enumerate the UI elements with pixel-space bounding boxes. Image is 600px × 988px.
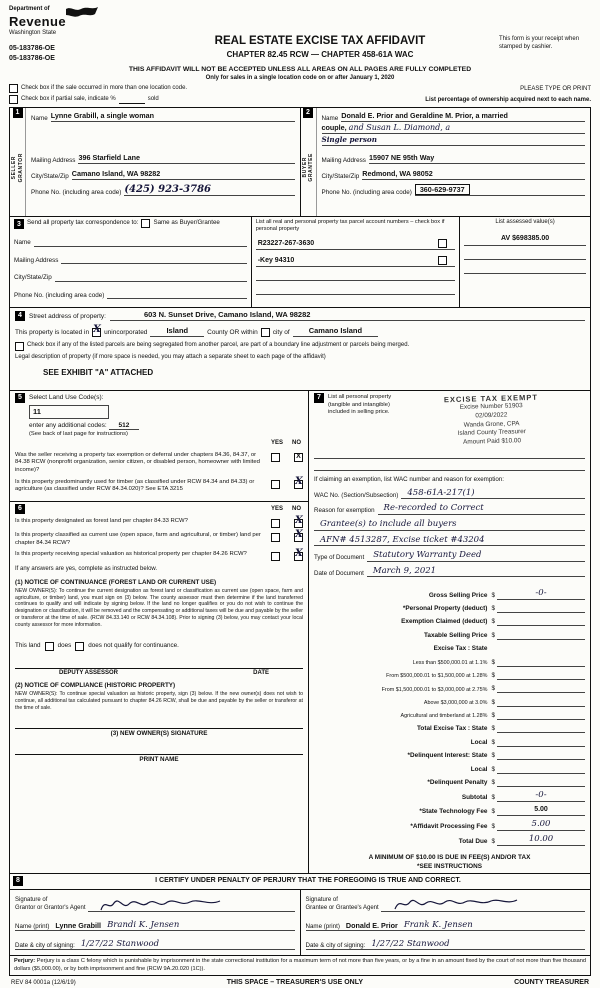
wac-number-label: WAC No. (Section/Subsection) <box>314 491 399 499</box>
county-or-label: County OR within <box>207 328 258 336</box>
parcel-number-2: -Key 94310 <box>257 256 295 264</box>
corr-csz-field[interactable] <box>55 272 247 282</box>
excise-amount-field[interactable] <box>497 683 585 693</box>
no-header: NO <box>292 505 301 512</box>
legal-description-field[interactable]: SEE EXHIBIT "A" ATTACHED <box>43 368 154 378</box>
see-back-label: (See back of last page for instructions) <box>29 430 128 437</box>
reason-exemption-field-line3[interactable]: AFN# 4513287, Excise ticket #43204 <box>314 535 585 547</box>
continuance-does-checkbox[interactable] <box>45 642 54 651</box>
excise-amount-field[interactable] <box>497 710 585 720</box>
personal-property-deduct-field[interactable] <box>497 603 585 613</box>
grantee-signature-block <box>300 890 591 955</box>
dor-logo <box>9 6 141 44</box>
flag-icon <box>65 6 99 21</box>
street-address-label: Street address of property: <box>29 313 106 321</box>
gross-selling-price-field[interactable]: -0- <box>497 588 585 600</box>
grantee-name-printed: Donald E. Prior <box>345 921 398 931</box>
grantee-date-city-label: Date & city of signing: <box>305 941 366 949</box>
grantee-signature[interactable] <box>381 893 585 912</box>
notice-compliance-body: NEW OWNER(S): To continue special valuation as historic property, sign (3) below. If the new owner(s) does not wish to continue, all additional tax calculated pursuant to chapter 84.26 RCW, shall be due and payable by the seller or transferor at the time of sale. <box>15 691 303 711</box>
personal-property-label: List all personal property (tangible and intangible) included in selling price. <box>328 394 392 416</box>
section-6-badge: 6 <box>15 504 25 514</box>
type-of-document-label: Type of Document <box>314 554 365 562</box>
notice-continuance-title: (1) NOTICE OF CONTINUANCE (FOREST LAND OR CURRENT USE) <box>15 578 217 586</box>
stamp-excise-number: Excise Number 51903 <box>459 402 523 412</box>
section-7-badge: 7 <box>314 393 324 403</box>
receipt-note: This form is your receipt when stamped by cashier. <box>499 36 580 50</box>
total-excise-state-field[interactable] <box>497 723 585 733</box>
buyer-grantee-section <box>300 108 591 216</box>
parcel-number-1: R23227-267-3630 <box>257 239 315 247</box>
form-revision-label: REV 84 0001a (12/6/19) <box>11 979 76 986</box>
seller-side-label: SELLER <box>11 155 18 180</box>
deputy-assessor-label: DEPUTY ASSESSOR <box>59 669 119 676</box>
historic-no-checkbox[interactable]: X <box>295 548 303 560</box>
stamp-date: 02/09/2022 <box>475 411 508 420</box>
timber-no-checkbox[interactable]: X <box>295 475 303 487</box>
print-name-label: PRINT NAME <box>139 755 179 763</box>
section-1-badge: 1 <box>13 108 23 118</box>
property-section <box>9 308 591 391</box>
type-of-document-field[interactable]: Statutory Warranty Deed <box>367 550 585 562</box>
buyer-csz-field[interactable]: Redmond, WA 98052 <box>362 169 585 180</box>
delinquent-interest-local-field[interactable] <box>497 764 585 774</box>
seller-exemption-question: Was the seller receiving a property tax exemption or deferral under chapters 84.36, 84.37, or 84.38 RCW (nonprofit organization, senior citizen, or disabled person, homeowner with limited income)? <box>15 451 260 473</box>
new-owner-signature-line[interactable] <box>15 728 303 729</box>
personal-property-line[interactable] <box>314 459 585 471</box>
personal-property-line[interactable] <box>314 447 585 459</box>
corr-phone-field[interactable] <box>107 289 246 299</box>
this-land-label: This land <box>15 642 41 650</box>
new-owner-signature-label: (3) NEW OWNER(S) SIGNATURE <box>110 729 208 737</box>
land-use-code-field[interactable]: 11 <box>29 405 109 418</box>
seller-name-field[interactable]: Lynne Grabill, a single woman <box>51 111 295 122</box>
taxable-selling-price-field[interactable] <box>497 630 585 640</box>
grantor-name-handwritten[interactable]: Brandi K. Jensen <box>107 919 180 930</box>
grantor-name-print-label: Name (print) <box>15 922 50 930</box>
form-number-1: 05-183786-OE <box>9 45 55 52</box>
grantee-date-city-field[interactable]: 1/27/22 Stanwood <box>371 938 450 949</box>
same-as-buyer-label: Same as Buyer/Grantee <box>153 219 220 227</box>
minimum-due-note: A MINIMUM OF $10.00 IS DUE IN FEE(S) AND/OR TAX *SEE INSTRUCTIONS <box>368 853 531 871</box>
seller-exemption-yes-checkbox[interactable] <box>271 453 280 462</box>
excise-amount-field[interactable] <box>497 697 585 707</box>
correspondence-section <box>9 217 591 308</box>
city-field[interactable]: Camano Island <box>293 326 378 336</box>
perjury-notice: Perjury: Perjury is a class C felony which is punishable by imprisonment in the state correctional institution for a maximum term of not more than five years, or by a fine in an amount fixed by the court of not more than five thousand dollars ($5,000.00), or by both imprisonment and fine (RCW 9A.20.020 (1C)). <box>9 956 591 976</box>
buyer-name-field-line2[interactable]: couple, and Susan L. Diamond, a <box>322 123 586 134</box>
stamp-treasurer-title: Island County Treasurer <box>457 428 527 438</box>
grantor-signature-block <box>10 890 300 955</box>
buyer-csz-label: City/State/Zip <box>321 172 360 180</box>
grantor-signature[interactable] <box>88 893 295 912</box>
section-2-badge: 2 <box>303 108 313 118</box>
seller-phone-label: Phone No. (including area code) <box>31 188 122 196</box>
street-address-field[interactable]: 603 N. Sunset Drive, Camano Island, WA 98282 <box>110 310 585 321</box>
new-owner-print-name-line[interactable] <box>15 754 303 755</box>
date-of-document-field[interactable]: March 9, 2021 <box>367 566 585 578</box>
reason-exemption-field-line1[interactable]: Re-recorded to Correct <box>378 503 585 515</box>
designation-section <box>10 502 308 873</box>
same-as-buyer-checkbox[interactable] <box>141 219 150 228</box>
additional-codes-label: enter any additional codes: <box>29 421 107 429</box>
dept-state: Washington State <box>9 29 57 36</box>
seller-csz-label: City/State/Zip <box>31 172 69 180</box>
notice-continuance-body: NEW OWNER(S): To continue the current designation as forest land or classification as current use (open space, farm and agriculture, or timber) land, you must sign on (3) below. The county assessor must then determine if the land transferred continues to qualify and will indicate by signing below. If the land no longer qualifies or you do not wish to continue the designation or classification, it will be removed and the compensating or additional taxes will be due and payable by the seller or transferor at the time of sale. (RCW 84.33.140 or RCW 84.34.108). Prior to signing (3) below, you may contact your local county assessor for more information. <box>15 587 303 628</box>
date-of-document-label: Date of Document <box>314 569 364 577</box>
subtotal-field[interactable]: -0- <box>497 790 585 802</box>
treasurer-stamp <box>397 391 585 449</box>
treasurer-use-only-label: THIS SPACE – TREASURER'S USE ONLY <box>226 978 364 986</box>
stamp-exempt-line: EXCISE TAX EXEMPT <box>443 393 539 405</box>
affidavit-processing-fee-field[interactable]: 5.00 <box>497 819 585 831</box>
corr-csz-label: City/State/Zip <box>14 274 52 282</box>
form-number-2: 05-183786-OE <box>9 54 55 62</box>
no-header: NO <box>292 440 301 447</box>
excise-calculation-table: Gross Selling Price $ -0- *Personal Property (deduct) $ Exemption Claimed (deduct) $ Taxable Selling Price $ Excise Tax : State Less than $500,000.01 at 1.1% $ From $500,000.01 to $1,500,000 at 1.28% $ From $1,500,000.01 to $3,000,000 at 2.75% $ Above $3,000,000 at 3.0% $ Agricultural and timberland at 1.28% $ Total Excise Tax : State $ Local $ *Delinquent Interest: State $ Local $ *Delinquent Penalty $ Subtotal $ -0- *State Technology Fee $ 5.00 *Affidavit Processing Fee $ 5.00 Total Due $ 10.00 <box>314 584 585 845</box>
state-technology-fee-field[interactable]: 5.00 <box>497 806 585 816</box>
buyer-name-field-line1[interactable]: Donald E. Prior and Geraldine M. Prior, a married <box>341 111 585 122</box>
grantee-name-print-label: Name (print) <box>305 922 340 930</box>
stamp-amount-paid: Amount Paid $10.00 <box>463 437 522 447</box>
multi-location-label: Check box if the sale occurred in more than one location code. <box>21 85 188 92</box>
partial-sale-label: Check box if partial sale, indicate % <box>21 96 116 103</box>
assessed-value: AV $698385.00 <box>464 235 586 246</box>
excise-section <box>309 391 590 873</box>
certification-section <box>9 874 591 956</box>
yes-header: YES <box>270 505 283 512</box>
form-subtitle: CHAPTER 82.45 RCW — CHAPTER 458-61A WAC <box>226 50 414 60</box>
corr-phone-label: Phone No. (including area code) <box>14 291 105 299</box>
seller-exemption-no-checkbox[interactable]: X <box>294 453 303 462</box>
dept-name: Revenue <box>9 13 66 29</box>
notice-compliance-title: (2) NOTICE OF COMPLIANCE (HISTORIC PROPERTY) <box>15 682 176 690</box>
corr-address-field[interactable] <box>61 254 246 264</box>
unincorporated-checkbox[interactable]: X <box>93 323 101 335</box>
unincorporated-label: unincorporated <box>104 328 148 336</box>
only-sales-line: Only for sales in a single location code on or after January 1, 2020 <box>205 74 395 81</box>
partial-sale-checkbox[interactable] <box>9 95 18 104</box>
assessed-blank-line[interactable] <box>464 246 586 260</box>
buyer-name-label: Name <box>321 114 339 122</box>
segregated-label: Check box if any of the listed parcels are being segregated from another parcel, are part of a boundary line adjustment or parcels being merged. <box>27 341 410 348</box>
does-not-label: does not qualify for continuance. <box>88 642 179 650</box>
grantor-signature-label: Signature of Grantor or Grantor's Agent <box>15 897 86 911</box>
grantee-signature-label: Signature of Grantee or Grantee's Agent <box>305 897 379 911</box>
seller-address-field[interactable]: 396 Starfield Lane <box>78 153 294 164</box>
buyer-address-field[interactable]: 15907 NE 95th Way <box>369 153 585 164</box>
exemption-claimed-field[interactable] <box>497 616 585 626</box>
reason-exemption-field-line2[interactable]: Grantee(s) to include all buyers <box>314 519 585 531</box>
please-type-label: PLEASE TYPE OR PRINT <box>520 85 591 92</box>
yes-header: YES <box>270 440 283 447</box>
percent-sold-field[interactable] <box>119 96 145 104</box>
form-header <box>9 6 591 64</box>
reason-exemption-label: Reason for exemption <box>314 507 375 515</box>
grantor-date-city-field[interactable]: 1/27/22 Stanwood <box>80 938 160 949</box>
claiming-exemption-label: If claiming an exemption, list WAC number and reason for exemption: <box>314 475 504 483</box>
total-excise-local-field[interactable] <box>497 737 585 747</box>
parcel-2-personal-checkbox[interactable] <box>438 256 447 265</box>
located-in-label: This property is located in <box>15 328 90 336</box>
grantee-side-label: GRANTEE <box>308 153 314 182</box>
multi-location-checkbox[interactable] <box>9 84 18 93</box>
parcel-blank-line[interactable] <box>256 267 455 281</box>
section-4-badge: 4 <box>15 311 25 321</box>
land-use-code-label: Select Land Use Code(s): <box>29 394 104 402</box>
corr-name-label: Name <box>14 239 31 247</box>
buyer-name-field-line3[interactable]: Single person <box>322 135 586 146</box>
grantor-side-label: GRANTOR <box>17 152 24 183</box>
form-title: REAL ESTATE EXCISE TAX AFFIDAVIT <box>214 35 426 47</box>
grantor-name-printed: Lynne Grabill <box>55 921 102 931</box>
forest-land-yes-checkbox[interactable] <box>271 519 280 528</box>
buyer-side-label: BUYER <box>301 157 308 178</box>
wac-number-field[interactable]: 458-61A-217(1) <box>401 488 585 500</box>
city-of-label: city of <box>272 328 290 336</box>
stamp-cashier-name: Wanda Grone, CPA <box>463 420 520 429</box>
does-label: does <box>57 642 72 650</box>
parties-section <box>9 107 591 217</box>
corr-name-field[interactable] <box>34 237 247 247</box>
seller-address-label: Mailing Address <box>31 156 76 164</box>
grantor-signature-scribble <box>98 895 228 915</box>
parcel-header: List all real and personal property tax parcel account numbers – check box if personal property <box>255 219 445 233</box>
delinquent-interest-state-field[interactable] <box>497 750 585 760</box>
historic-property-question: Is this property receiving special valuation as historical property per chapter 84.26 RCW? <box>15 551 247 558</box>
buyer-address-label: Mailing Address <box>321 156 366 164</box>
legal-description-label: Legal description of property (if more space is needed, you may attach a separate sheet to each page of the affidavit) <box>15 353 326 360</box>
main-body <box>9 391 591 874</box>
warning-line: THIS AFFIDAVIT WILL NOT BE ACCEPTED UNLESS ALL AREAS ON ALL PAGES ARE FULLY COMPLETED <box>128 65 472 73</box>
excise-amount-field[interactable] <box>497 657 585 667</box>
section-5-badge: 5 <box>15 393 25 403</box>
grantee-signature-scribble <box>391 895 521 915</box>
sold-label: sold <box>147 96 159 103</box>
corr-address-label: Mailing Address <box>14 256 59 264</box>
additional-codes-field[interactable]: 512 <box>109 422 140 430</box>
current-use-yes-checkbox[interactable] <box>271 533 280 542</box>
parcel-1-personal-checkbox[interactable] <box>438 239 447 248</box>
seller-csz-field[interactable]: Camano Island, WA 98282 <box>72 169 295 180</box>
segregated-checkbox[interactable] <box>15 342 24 351</box>
total-due-field[interactable]: 10.00 <box>497 834 585 846</box>
land-use-section <box>10 391 308 502</box>
if-yes-label: If any answers are yes, complete as instructed below. <box>15 566 158 573</box>
forest-land-question: Is this property designated as forest land per chapter 84.33 RCW? <box>15 517 188 524</box>
seller-grantor-section <box>10 108 300 216</box>
seller-phone-field[interactable]: (425) 923-3786 <box>124 185 294 196</box>
forest-land-no-checkbox[interactable]: X <box>295 514 303 526</box>
assessed-blank-line[interactable] <box>464 260 586 274</box>
timber-yes-checkbox[interactable] <box>271 480 280 489</box>
list-percentage-label: List percentage of ownership acquired next to each name. <box>425 96 591 103</box>
section-8-badge: 8 <box>13 876 23 886</box>
section-3-badge: 3 <box>14 219 24 229</box>
send-correspondence-label: Send all property tax correspondence to: <box>27 219 139 227</box>
certify-statement: I CERTIFY UNDER PENALTY OF PERJURY THAT THE FOREGOING IS TRUE AND CORRECT. <box>155 877 461 885</box>
grantee-name-handwritten[interactable]: Frank K. Jensen <box>403 919 473 930</box>
seller-name-label: Name <box>31 114 48 122</box>
timber-question: Is this property predominantly used for timber (as classified under RCW 84.34 and 84.33) or agriculture (as classified under RCW 84.34.020)? See ETA 3215 <box>15 478 255 493</box>
dept-of-label: Department of <box>9 6 50 12</box>
county-field[interactable]: Island <box>150 326 204 336</box>
parcel-blank-line[interactable] <box>256 281 455 295</box>
excise-amount-field[interactable] <box>497 670 585 680</box>
assessed-header: List assessed value(s) <box>495 219 555 226</box>
grantor-date-city-label: Date & city of signing: <box>15 941 75 949</box>
delinquent-penalty-field[interactable] <box>497 777 585 787</box>
current-use-no-checkbox[interactable]: X <box>295 528 303 540</box>
buyer-phone-label: Phone No. (including area code) <box>321 188 412 196</box>
county-treasurer-label: COUNTY TREASURER <box>514 978 589 986</box>
buyer-phone-field[interactable]: 360-629-9737 <box>415 185 585 196</box>
continuance-does-not-checkbox[interactable] <box>75 642 84 651</box>
current-use-question: Is this property classified as current use (open space, farm and agricultural, or timber) land per chapter 84.34 RCW? <box>15 531 261 546</box>
date-label: DATE <box>253 669 269 676</box>
historic-yes-checkbox[interactable] <box>271 552 280 561</box>
city-checkbox[interactable] <box>261 328 270 337</box>
